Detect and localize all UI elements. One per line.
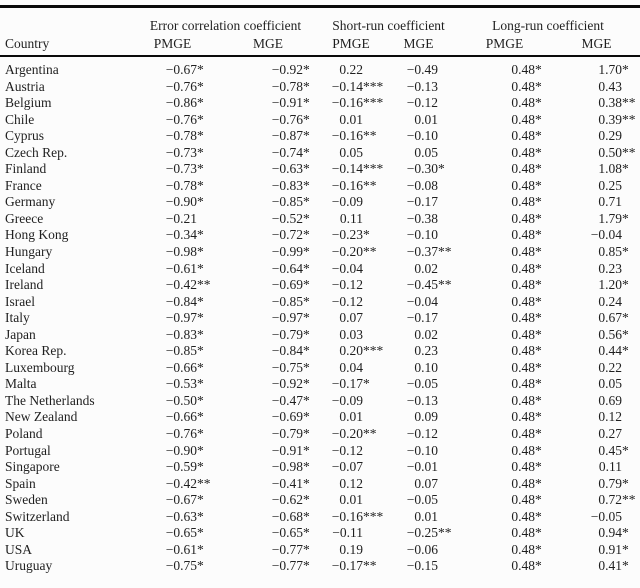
cell-sr-pmge: 0.11 <box>339 210 364 226</box>
cell-sr-mge: 0.07 <box>414 475 439 491</box>
cell-lr-mge: 0.39 ** <box>598 111 636 127</box>
country-cell: Luxembourg <box>5 359 75 375</box>
cell-sr-mge: −0.12 <box>406 95 439 111</box>
cell-sr-mge: 0.09 <box>414 409 439 425</box>
cell-ec-pmge: −0.76 * <box>165 111 204 127</box>
table-row <box>0 294 640 311</box>
cell-ec-mge: −0.92 * <box>271 376 310 392</box>
cell-ec-mge: −0.97 * <box>271 310 310 326</box>
cell-lr-pmge: 0.48 * <box>511 62 542 77</box>
table-header <box>0 7 640 57</box>
cell-ec-mge: −0.52 * <box>271 210 310 226</box>
country-cell: Portugal <box>5 442 51 458</box>
table-row <box>0 128 640 145</box>
cell-ec-mge: −0.91 * <box>271 442 310 458</box>
cell-ec-pmge: −0.76 * <box>165 426 204 442</box>
cell-sr-mge: 0.23 <box>414 343 439 359</box>
header-country: Country <box>0 34 130 56</box>
table-row <box>0 343 640 360</box>
table-row <box>0 79 640 96</box>
table-row <box>0 509 640 526</box>
cell-lr-mge: 0.38 ** <box>598 95 636 111</box>
cell-lr-mge: 0.72 ** <box>598 492 636 508</box>
country-cell: Japan <box>5 326 36 342</box>
table-row <box>0 393 640 410</box>
cell-ec-mge: −0.83 * <box>271 177 310 193</box>
country-cell: Uruguay <box>5 558 53 574</box>
country-cell: Greece <box>5 210 44 226</box>
cell-ec-mge: −0.79 * <box>271 426 310 442</box>
cell-sr-mge: 0.02 <box>414 326 439 342</box>
cell-lr-pmge: 0.48 * <box>511 128 542 144</box>
country-cell: Ireland <box>5 277 44 293</box>
cell-lr-pmge: 0.48 * <box>511 558 542 574</box>
cell-lr-mge: 0.56 * <box>598 326 629 342</box>
cell-sr-pmge: −0.14 *** <box>331 78 384 94</box>
sub-header-row <box>0 34 640 56</box>
cell-sr-mge: −0.17 <box>406 310 439 326</box>
cell-lr-mge: 0.22 <box>598 359 623 375</box>
cell-lr-mge: 0.05 <box>598 376 623 392</box>
country-cell: UK <box>5 525 25 541</box>
cell-sr-pmge: −0.16 *** <box>331 95 384 111</box>
header-ec-mge: MGE <box>215 34 321 56</box>
cell-ec-pmge: −0.90 * <box>165 442 204 458</box>
cell-ec-pmge: −0.21 <box>165 210 197 226</box>
table-row <box>0 194 640 211</box>
cell-sr-pmge: 0.05 <box>339 144 364 160</box>
cell-sr-mge: −0.37 ** <box>406 244 452 260</box>
cell-ec-pmge: −0.42 ** <box>165 277 211 293</box>
table-row <box>0 261 640 278</box>
cell-ec-mge: −0.68 * <box>271 508 310 524</box>
cell-sr-mge: −0.17 <box>406 194 439 210</box>
table-row <box>0 277 640 294</box>
header-sr-pmge: PMGE <box>321 34 381 56</box>
cell-ec-mge: −0.69 * <box>271 277 310 293</box>
country-cell: Cyprus <box>5 128 45 144</box>
cell-ec-mge: −0.98 * <box>271 459 310 475</box>
cell-lr-pmge: 0.48 * <box>511 144 542 160</box>
cell-lr-mge: 0.11 <box>598 459 623 475</box>
cell-ec-pmge: −0.61 * <box>165 260 204 276</box>
cell-sr-mge: −0.01 <box>406 459 439 475</box>
cell-ec-pmge: −0.66 * <box>165 409 204 425</box>
cell-ec-mge: −0.77 * <box>271 541 310 557</box>
cell-ec-pmge: −0.83 * <box>165 326 204 342</box>
cell-ec-mge: −0.92 * <box>271 62 310 77</box>
cell-ec-pmge: −0.66 * <box>165 359 204 375</box>
cell-sr-mge: −0.04 <box>406 293 439 309</box>
cell-lr-mge: 0.12 <box>598 409 623 425</box>
country-cell: Malta <box>5 376 37 392</box>
cell-sr-mge: 0.10 <box>414 359 439 375</box>
cell-ec-mge: −0.99 * <box>271 244 310 260</box>
cell-sr-mge: −0.13 <box>406 392 439 408</box>
cell-sr-pmge: −0.09 <box>331 194 364 210</box>
cell-sr-pmge: 0.20 *** <box>339 343 384 359</box>
cell-ec-pmge: −0.86 * <box>165 95 204 111</box>
cell-sr-mge: −0.25 ** <box>406 525 452 541</box>
table-row <box>0 360 640 377</box>
cell-lr-pmge: 0.48 * <box>511 475 542 491</box>
cell-ec-pmge: −0.61 * <box>165 541 204 557</box>
cell-lr-mge: 0.25 <box>598 177 623 193</box>
cell-lr-pmge: 0.48 * <box>511 227 542 243</box>
cell-ec-pmge: −0.75 * <box>165 558 204 574</box>
country-cell: Israel <box>5 293 35 309</box>
cell-sr-pmge: 0.01 <box>339 492 364 508</box>
table-row <box>0 95 640 112</box>
table-row <box>0 443 640 460</box>
cell-lr-mge: 0.79 * <box>598 475 629 491</box>
cell-sr-mge: −0.10 <box>406 128 439 144</box>
cell-ec-mge: −0.78 * <box>271 78 310 94</box>
cell-sr-pmge: −0.20 ** <box>331 426 377 442</box>
table-row <box>0 112 640 129</box>
cell-ec-mge: −0.63 * <box>271 161 310 177</box>
group-header-long-run: Long-run coefficient <box>492 18 604 33</box>
country-cell: Switzerland <box>5 508 70 524</box>
cell-sr-mge: 0.01 <box>414 508 439 524</box>
cell-ec-pmge: −0.50 * <box>165 392 204 408</box>
cell-lr-pmge: 0.48 * <box>511 177 542 193</box>
cell-lr-mge: 1.70 * <box>598 62 629 77</box>
cell-sr-pmge: 0.01 <box>339 409 364 425</box>
country-cell: Hong Kong <box>5 227 69 243</box>
table-row <box>0 426 640 443</box>
cell-ec-mge: −0.87 * <box>271 128 310 144</box>
table-row <box>0 492 640 509</box>
cell-lr-pmge: 0.48 * <box>511 343 542 359</box>
cell-ec-pmge: −0.78 * <box>165 177 204 193</box>
cell-lr-mge: 0.41 * <box>598 558 629 574</box>
cell-ec-pmge: −0.73 * <box>165 144 204 160</box>
cell-ec-pmge: −0.73 * <box>165 161 204 177</box>
cell-lr-pmge: 0.48 * <box>511 95 542 111</box>
cell-lr-mge: 1.08 * <box>598 161 629 177</box>
cell-ec-pmge: −0.78 * <box>165 128 204 144</box>
cell-ec-mge: −0.62 * <box>271 492 310 508</box>
table-row <box>0 56 640 79</box>
cell-ec-mge: −0.85 * <box>271 293 310 309</box>
cell-sr-mge: −0.13 <box>406 78 439 94</box>
cell-lr-mge: 0.23 <box>598 260 623 276</box>
cell-sr-mge: −0.10 <box>406 227 439 243</box>
table-body <box>0 56 640 575</box>
cell-lr-pmge: 0.48 * <box>511 409 542 425</box>
cell-sr-pmge: −0.12 <box>331 277 364 293</box>
cell-lr-mge: 0.45 * <box>598 442 629 458</box>
country-cell: Hungary <box>5 244 53 260</box>
cell-ec-pmge: −0.59 * <box>165 459 204 475</box>
header-sr-mge: MGE <box>381 34 456 56</box>
cell-lr-mge: 0.94 * <box>598 525 629 541</box>
table-row <box>0 178 640 195</box>
cell-sr-pmge: −0.16 ** <box>331 128 377 144</box>
cell-sr-pmge: 0.03 <box>339 326 364 342</box>
cell-sr-pmge: 0.04 <box>339 359 364 375</box>
cell-sr-pmge: −0.07 <box>331 459 364 475</box>
cell-ec-pmge: −0.65 * <box>165 525 204 541</box>
cell-sr-mge: 0.01 <box>414 111 439 127</box>
cell-ec-mge: −0.75 * <box>271 359 310 375</box>
cell-ec-mge: −0.65 * <box>271 525 310 541</box>
country-cell: Singapore <box>5 459 60 475</box>
country-cell: France <box>5 177 42 193</box>
cell-sr-pmge: 0.19 <box>339 541 364 557</box>
cell-lr-mge: 0.67 * <box>598 310 629 326</box>
cell-lr-mge: 0.71 <box>598 194 623 210</box>
header-ec-pmge: PMGE <box>130 34 215 56</box>
cell-lr-pmge: 0.48 * <box>511 525 542 541</box>
cell-lr-pmge: 0.48 * <box>511 310 542 326</box>
country-cell: Austria <box>5 78 45 94</box>
header-lr-mge: MGE <box>553 34 640 56</box>
country-cell: Germany <box>5 194 56 210</box>
cell-sr-mge: −0.05 <box>406 376 439 392</box>
cell-lr-pmge: 0.48 * <box>511 426 542 442</box>
cell-lr-mge: 0.27 <box>598 426 623 442</box>
cell-sr-mge: −0.49 <box>406 62 439 77</box>
country-cell: Poland <box>5 426 43 442</box>
cell-sr-pmge: −0.17 ** <box>331 558 377 574</box>
country-cell: Italy <box>5 310 30 326</box>
cell-lr-pmge: 0.48 * <box>511 376 542 392</box>
cell-lr-pmge: 0.48 * <box>511 277 542 293</box>
table-row <box>0 459 640 476</box>
cell-lr-mge: 0.44 * <box>598 343 629 359</box>
cell-lr-pmge: 0.48 * <box>511 194 542 210</box>
cell-lr-pmge: 0.48 * <box>511 161 542 177</box>
cell-lr-mge: 0.50 ** <box>598 144 636 160</box>
country-cell: Finland <box>5 161 47 177</box>
cell-ec-mge: −0.64 * <box>271 260 310 276</box>
cell-sr-mge: −0.30 * <box>406 161 445 177</box>
cell-sr-pmge: −0.12 <box>331 293 364 309</box>
cell-sr-mge: −0.06 <box>406 541 439 557</box>
country-cell: Spain <box>5 475 36 491</box>
cell-sr-pmge: 0.01 <box>339 111 364 127</box>
cell-lr-pmge: 0.48 * <box>511 111 542 127</box>
cell-lr-mge: 0.29 <box>598 128 623 144</box>
cell-lr-pmge: 0.48 * <box>511 293 542 309</box>
cell-sr-mge: 0.05 <box>414 144 439 160</box>
cell-lr-mge: 0.24 <box>598 293 623 309</box>
cell-ec-pmge: −0.67 * <box>165 492 204 508</box>
header-lr-pmge: PMGE <box>456 34 553 56</box>
table-row <box>0 409 640 426</box>
country-cell: Argentina <box>5 62 59 77</box>
cell-ec-pmge: −0.76 * <box>165 78 204 94</box>
cell-lr-pmge: 0.48 * <box>511 78 542 94</box>
cell-sr-mge: −0.38 <box>406 210 439 226</box>
table-row <box>0 244 640 261</box>
cell-lr-pmge: 0.48 * <box>511 244 542 260</box>
group-header-error-correlation: Error correlation coefficient <box>149 18 302 33</box>
cell-ec-pmge: −0.53 * <box>165 376 204 392</box>
cell-sr-mge: −0.05 <box>406 492 439 508</box>
cell-lr-pmge: 0.48 * <box>511 326 542 342</box>
cell-ec-mge: −0.76 * <box>271 111 310 127</box>
cell-lr-pmge: 0.48 * <box>511 442 542 458</box>
cell-sr-pmge: −0.09 <box>331 392 364 408</box>
cell-ec-mge: −0.72 * <box>271 227 310 243</box>
country-cell: Czech Rep. <box>5 144 68 160</box>
cell-ec-mge: −0.85 * <box>271 194 310 210</box>
cell-lr-pmge: 0.48 * <box>511 459 542 475</box>
cell-ec-mge: −0.47 * <box>271 392 310 408</box>
cell-ec-pmge: −0.63 * <box>165 508 204 524</box>
table-row <box>0 542 640 559</box>
cell-sr-pmge: −0.14 *** <box>331 161 384 177</box>
cell-lr-pmge: 0.48 * <box>511 260 542 276</box>
cell-ec-mge: −0.77 * <box>271 558 310 574</box>
country-cell: USA <box>5 541 33 557</box>
cell-lr-mge: 1.79 * <box>598 210 629 226</box>
cell-sr-pmge: −0.12 <box>331 442 364 458</box>
table-row <box>0 476 640 493</box>
cell-sr-pmge: −0.17 * <box>331 376 370 392</box>
table-row <box>0 327 640 344</box>
cell-sr-mge: −0.10 <box>406 442 439 458</box>
cell-ec-pmge: −0.97 * <box>165 310 204 326</box>
cell-lr-mge: 0.69 <box>598 392 623 408</box>
cell-sr-mge: −0.08 <box>406 177 439 193</box>
cell-ec-pmge: −0.85 * <box>165 343 204 359</box>
cell-lr-pmge: 0.48 * <box>511 210 542 226</box>
country-cell: Sweden <box>5 492 48 508</box>
cell-sr-mge: −0.12 <box>406 426 439 442</box>
country-cell: Iceland <box>5 260 45 276</box>
cell-lr-mge: −0.05 <box>590 508 623 524</box>
cell-sr-mge: −0.15 <box>406 558 439 574</box>
cell-ec-pmge: −0.84 * <box>165 293 204 309</box>
cell-lr-pmge: 0.48 * <box>511 541 542 557</box>
cell-sr-pmge: −0.11 <box>332 525 364 541</box>
cell-lr-pmge: 0.48 * <box>511 508 542 524</box>
cell-lr-pmge: 0.48 * <box>511 359 542 375</box>
header-spacer <box>0 7 130 35</box>
table-row <box>0 310 640 327</box>
country-cell: Belgium <box>5 95 52 111</box>
group-header-row <box>0 7 640 35</box>
cell-lr-mge: 0.91 * <box>598 541 629 557</box>
cell-sr-mge: 0.02 <box>414 260 439 276</box>
table-row <box>0 558 640 575</box>
cell-ec-mge: −0.84 * <box>271 343 310 359</box>
cell-ec-pmge: −0.34 * <box>165 227 204 243</box>
cell-sr-pmge: 0.22 <box>339 62 364 77</box>
table-row <box>0 211 640 228</box>
cell-sr-pmge: 0.12 <box>339 475 364 491</box>
coefficients-table <box>0 5 640 575</box>
country-cell: New Zealand <box>5 409 78 425</box>
cell-lr-mge: 0.43 <box>598 78 623 94</box>
cell-sr-pmge: 0.07 <box>339 310 364 326</box>
country-cell: The Netherlands <box>5 392 95 408</box>
cell-ec-pmge: −0.67 * <box>165 62 204 77</box>
cell-sr-pmge: −0.16 ** <box>331 177 377 193</box>
cell-ec-mge: −0.91 * <box>271 95 310 111</box>
cell-ec-mge: −0.79 * <box>271 326 310 342</box>
country-cell: Korea Rep. <box>5 343 67 359</box>
cell-ec-mge: −0.69 * <box>271 409 310 425</box>
cell-sr-pmge: −0.16 *** <box>331 508 384 524</box>
cell-lr-pmge: 0.48 * <box>511 492 542 508</box>
cell-lr-mge: 1.20 * <box>598 277 629 293</box>
cell-lr-pmge: 0.48 * <box>511 392 542 408</box>
table-row <box>0 161 640 178</box>
cell-lr-mge: 0.85 * <box>598 244 629 260</box>
cell-sr-pmge: −0.23 * <box>331 227 370 243</box>
table-row <box>0 227 640 244</box>
table-row <box>0 376 640 393</box>
cell-ec-pmge: −0.42 ** <box>165 475 211 491</box>
table-row <box>0 145 640 162</box>
table-row <box>0 525 640 542</box>
group-header-short-run: Short-run coefficient <box>332 18 445 33</box>
cell-sr-pmge: −0.04 <box>331 260 364 276</box>
cell-lr-mge: −0.04 <box>590 227 623 243</box>
cell-ec-mge: −0.74 * <box>271 144 310 160</box>
country-cell: Chile <box>5 111 35 127</box>
cell-sr-pmge: −0.20 ** <box>331 244 377 260</box>
cell-ec-pmge: −0.98 * <box>165 244 204 260</box>
cell-ec-pmge: −0.90 * <box>165 194 204 210</box>
cell-sr-mge: −0.45 ** <box>406 277 452 293</box>
cell-ec-mge: −0.41 * <box>271 475 310 491</box>
